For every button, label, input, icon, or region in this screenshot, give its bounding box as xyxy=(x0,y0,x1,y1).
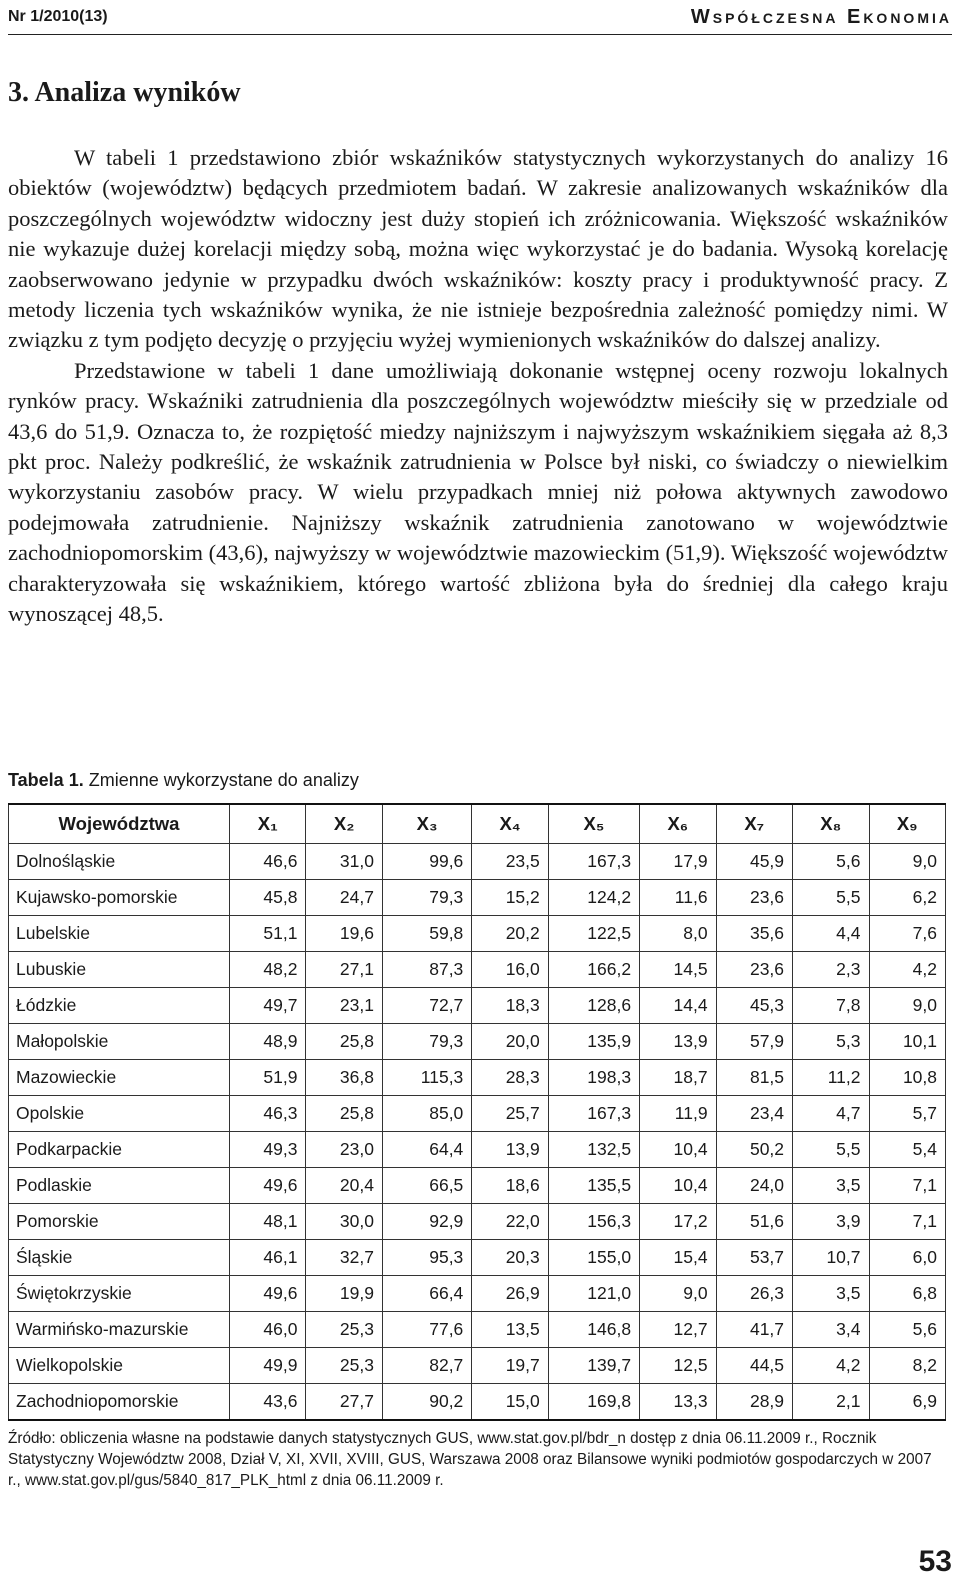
value-cell: 28,3 xyxy=(472,1060,548,1096)
value-cell: 132,5 xyxy=(548,1132,639,1168)
value-cell: 53,7 xyxy=(716,1240,792,1276)
value-cell: 23,6 xyxy=(716,952,792,988)
region-name-cell: Podlaskie xyxy=(9,1168,230,1204)
table-body xyxy=(9,844,946,1421)
value-cell: 15,4 xyxy=(640,1240,716,1276)
value-cell: 19,7 xyxy=(472,1348,548,1384)
region-name-cell: Opolskie xyxy=(9,1096,230,1132)
value-cell: 13,9 xyxy=(472,1132,548,1168)
value-cell: 3,9 xyxy=(793,1204,869,1240)
value-cell: 24,0 xyxy=(716,1168,792,1204)
value-cell: 10,4 xyxy=(640,1168,716,1204)
value-cell: 3,4 xyxy=(793,1312,869,1348)
region-name-cell: Dolnośląskie xyxy=(9,844,230,880)
value-cell: 49,6 xyxy=(230,1276,306,1312)
value-cell: 10,8 xyxy=(869,1060,946,1096)
value-cell: 17,9 xyxy=(640,844,716,880)
table-row xyxy=(9,1240,946,1276)
value-cell: 81,5 xyxy=(716,1060,792,1096)
value-cell: 146,8 xyxy=(548,1312,639,1348)
page-number: 53 xyxy=(918,1545,952,1578)
region-name-cell: Świętokrzyskie xyxy=(9,1276,230,1312)
value-cell: 66,4 xyxy=(382,1276,471,1312)
value-cell: 72,7 xyxy=(382,988,471,1024)
value-cell: 48,2 xyxy=(230,952,306,988)
value-cell: 4,4 xyxy=(793,916,869,952)
value-cell: 115,3 xyxy=(382,1060,471,1096)
table-row xyxy=(9,916,946,952)
value-cell: 12,5 xyxy=(640,1348,716,1384)
value-cell: 9,0 xyxy=(869,844,946,880)
journal-title: Współczesna Ekonomia xyxy=(690,6,952,28)
value-cell: 23,6 xyxy=(716,880,792,916)
value-cell: 135,5 xyxy=(548,1168,639,1204)
region-name-cell: Pomorskie xyxy=(9,1204,230,1240)
value-cell: 24,7 xyxy=(306,880,382,916)
value-cell: 15,0 xyxy=(472,1384,548,1421)
value-cell: 2,1 xyxy=(793,1384,869,1421)
column-header-x2: X₂ xyxy=(306,804,382,844)
value-cell: 36,8 xyxy=(306,1060,382,1096)
column-header-x1: X₁ xyxy=(230,804,306,844)
value-cell: 3,5 xyxy=(793,1276,869,1312)
value-cell: 23,4 xyxy=(716,1096,792,1132)
value-cell: 169,8 xyxy=(548,1384,639,1421)
value-cell: 5,6 xyxy=(793,844,869,880)
value-cell: 11,6 xyxy=(640,880,716,916)
value-cell: 4,2 xyxy=(869,952,946,988)
table-row xyxy=(9,1132,946,1168)
value-cell: 50,2 xyxy=(716,1132,792,1168)
table-row xyxy=(9,1204,946,1240)
value-cell: 9,0 xyxy=(640,1276,716,1312)
table-caption-label: Tabela 1. xyxy=(8,770,84,790)
value-cell: 19,9 xyxy=(306,1276,382,1312)
value-cell: 167,3 xyxy=(548,844,639,880)
value-cell: 124,2 xyxy=(548,880,639,916)
value-cell: 45,3 xyxy=(716,988,792,1024)
value-cell: 28,9 xyxy=(716,1384,792,1421)
value-cell: 32,7 xyxy=(306,1240,382,1276)
table-row xyxy=(9,880,946,916)
value-cell: 31,0 xyxy=(306,844,382,880)
value-cell: 17,2 xyxy=(640,1204,716,1240)
value-cell: 156,3 xyxy=(548,1204,639,1240)
table-row xyxy=(9,844,946,880)
value-cell: 41,7 xyxy=(716,1312,792,1348)
value-cell: 8,2 xyxy=(869,1348,946,1384)
region-name-cell: Małopolskie xyxy=(9,1024,230,1060)
issue-number: Nr 1/2010(13) xyxy=(8,8,108,25)
value-cell: 122,5 xyxy=(548,916,639,952)
value-cell: 49,9 xyxy=(230,1348,306,1384)
value-cell: 27,7 xyxy=(306,1384,382,1421)
value-cell: 10,4 xyxy=(640,1132,716,1168)
value-cell: 45,8 xyxy=(230,880,306,916)
value-cell: 77,6 xyxy=(382,1312,471,1348)
value-cell: 20,3 xyxy=(472,1240,548,1276)
value-cell: 46,1 xyxy=(230,1240,306,1276)
value-cell: 198,3 xyxy=(548,1060,639,1096)
value-cell: 10,1 xyxy=(869,1024,946,1060)
table-source-note: Źródło: obliczenia własne na podstawie danych statystycznych GUS, www.stat.gov.pl/bdr_n dostęp z dnia 06.11.2009 r., Rocznik Statystyczny Województw 2008, Dział V, XI, XVII, XVIII, GUS, Warszawa 2008 oraz Bilansowe wyniki podmiotów gospodarczych w 2007 r., www.stat.gov.pl/gus/5840_817_PLK_html z dnia 06.11.2009 r. xyxy=(8,1430,932,1489)
table-row xyxy=(9,1060,946,1096)
table-row xyxy=(9,1276,946,1312)
value-cell: 7,1 xyxy=(869,1168,946,1204)
value-cell: 14,5 xyxy=(640,952,716,988)
data-table xyxy=(8,803,946,1421)
value-cell: 46,0 xyxy=(230,1312,306,1348)
value-cell: 92,9 xyxy=(382,1204,471,1240)
table-row xyxy=(9,1348,946,1384)
value-cell: 6,9 xyxy=(869,1384,946,1421)
value-cell: 85,0 xyxy=(382,1096,471,1132)
column-header-region: Województwa xyxy=(9,804,230,844)
value-cell: 25,3 xyxy=(306,1348,382,1384)
value-cell: 8,0 xyxy=(640,916,716,952)
value-cell: 26,9 xyxy=(472,1276,548,1312)
value-cell: 43,6 xyxy=(230,1384,306,1421)
table-caption xyxy=(8,770,359,791)
value-cell: 4,7 xyxy=(793,1096,869,1132)
region-name-cell: Zachodniopomorskie xyxy=(9,1384,230,1421)
value-cell: 3,5 xyxy=(793,1168,869,1204)
table-row xyxy=(9,1096,946,1132)
value-cell: 59,8 xyxy=(382,916,471,952)
region-name-cell: Śląskie xyxy=(9,1240,230,1276)
value-cell: 14,4 xyxy=(640,988,716,1024)
value-cell: 16,0 xyxy=(472,952,548,988)
region-name-cell: Łódzkie xyxy=(9,988,230,1024)
table-row xyxy=(9,1312,946,1348)
value-cell: 12,7 xyxy=(640,1312,716,1348)
region-name-cell: Lubelskie xyxy=(9,916,230,952)
value-cell: 5,4 xyxy=(869,1132,946,1168)
value-cell: 135,9 xyxy=(548,1024,639,1060)
region-name-cell: Lubuskie xyxy=(9,952,230,988)
value-cell: 20,2 xyxy=(472,916,548,952)
table-row xyxy=(9,952,946,988)
value-cell: 48,1 xyxy=(230,1204,306,1240)
value-cell: 79,3 xyxy=(382,1024,471,1060)
value-cell: 25,8 xyxy=(306,1024,382,1060)
value-cell: 23,0 xyxy=(306,1132,382,1168)
value-cell: 27,1 xyxy=(306,952,382,988)
value-cell: 7,8 xyxy=(793,988,869,1024)
value-cell: 128,6 xyxy=(548,988,639,1024)
value-cell: 46,3 xyxy=(230,1096,306,1132)
value-cell: 19,6 xyxy=(306,916,382,952)
value-cell: 11,2 xyxy=(793,1060,869,1096)
value-cell: 51,6 xyxy=(716,1204,792,1240)
value-cell: 7,1 xyxy=(869,1204,946,1240)
value-cell: 18,6 xyxy=(472,1168,548,1204)
value-cell: 25,7 xyxy=(472,1096,548,1132)
table-header-row xyxy=(9,804,946,844)
value-cell: 57,9 xyxy=(716,1024,792,1060)
value-cell: 6,2 xyxy=(869,880,946,916)
value-cell: 95,3 xyxy=(382,1240,471,1276)
paragraph: Przedstawione w tabeli 1 dane umożliwiają dokonanie wstępnej oceny rozwoju lokalnych rynków pracy. Wskaźniki zatrudnienia dla poszczególnych województw mieściły się w przedziale od 43,6 do 51,9. Oznacza to, że rozpiętość miedzy najniższym i najwyższym wskaźnikiem sięgała aż 8,3 pkt proc. Należy podkreślić, że wskaźnik zatrudnienia w Polsce był niski, co świadczy o niewielkim wykorzystaniu zasobów pracy. W wielu przypadkach mniej niż połowa aktywnych zawodowo podejmowała zatrudnienie. Najniższy wskaźnik zatrudnienia zanotowano w województwie zachodniopomorskim (43,6), najwyższy w województwie mazowieckim (51,9). Większość województw charakteryzowała się wskaźnikiem, którego wartość zbliżona była do średniej dla całego kraju wynoszącej 48,5. xyxy=(8,357,948,627)
column-header-x6: X₆ xyxy=(640,804,716,844)
value-cell: 25,8 xyxy=(306,1096,382,1132)
region-name-cell: Warmińsko-mazurskie xyxy=(9,1312,230,1348)
value-cell: 6,0 xyxy=(869,1240,946,1276)
value-cell: 20,4 xyxy=(306,1168,382,1204)
value-cell: 167,3 xyxy=(548,1096,639,1132)
column-header-x3: X₃ xyxy=(382,804,471,844)
column-header-x9: X₉ xyxy=(869,804,946,844)
running-header xyxy=(8,2,952,35)
value-cell: 23,5 xyxy=(472,844,548,880)
value-cell: 51,9 xyxy=(230,1060,306,1096)
value-cell: 44,5 xyxy=(716,1348,792,1384)
value-cell: 51,1 xyxy=(230,916,306,952)
value-cell: 64,4 xyxy=(382,1132,471,1168)
table-row xyxy=(9,1384,946,1421)
value-cell: 9,0 xyxy=(869,988,946,1024)
region-name-cell: Kujawsko-pomorskie xyxy=(9,880,230,916)
value-cell: 23,1 xyxy=(306,988,382,1024)
value-cell: 82,7 xyxy=(382,1348,471,1384)
column-header-x7: X₇ xyxy=(716,804,792,844)
column-header-x4: X₄ xyxy=(472,804,548,844)
value-cell: 5,3 xyxy=(793,1024,869,1060)
value-cell: 139,7 xyxy=(548,1348,639,1384)
column-header-x5: X₅ xyxy=(548,804,639,844)
table-row xyxy=(9,988,946,1024)
value-cell: 35,6 xyxy=(716,916,792,952)
value-cell: 99,6 xyxy=(382,844,471,880)
value-cell: 13,5 xyxy=(472,1312,548,1348)
value-cell: 20,0 xyxy=(472,1024,548,1060)
value-cell: 5,5 xyxy=(793,880,869,916)
region-name-cell: Podkarpackie xyxy=(9,1132,230,1168)
value-cell: 22,0 xyxy=(472,1204,548,1240)
table-row xyxy=(9,1168,946,1204)
value-cell: 5,7 xyxy=(869,1096,946,1132)
table-row xyxy=(9,1024,946,1060)
value-cell: 7,6 xyxy=(869,916,946,952)
value-cell: 30,0 xyxy=(306,1204,382,1240)
value-cell: 49,3 xyxy=(230,1132,306,1168)
value-cell: 121,0 xyxy=(548,1276,639,1312)
value-cell: 2,3 xyxy=(793,952,869,988)
value-cell: 25,3 xyxy=(306,1312,382,1348)
value-cell: 11,9 xyxy=(640,1096,716,1132)
value-cell: 6,8 xyxy=(869,1276,946,1312)
body-text xyxy=(8,143,948,630)
value-cell: 49,7 xyxy=(230,988,306,1024)
value-cell: 46,6 xyxy=(230,844,306,880)
value-cell: 5,5 xyxy=(793,1132,869,1168)
table-caption-text: Zmienne wykorzystane do analizy xyxy=(88,770,359,790)
value-cell: 45,9 xyxy=(716,844,792,880)
section-title: 3. Analiza wyników xyxy=(8,77,241,108)
value-cell: 90,2 xyxy=(382,1384,471,1421)
value-cell: 166,2 xyxy=(548,952,639,988)
value-cell: 87,3 xyxy=(382,952,471,988)
value-cell: 48,9 xyxy=(230,1024,306,1060)
value-cell: 18,7 xyxy=(640,1060,716,1096)
paragraph: W tabeli 1 przedstawiono zbiór wskaźników statystycznych wykorzystanych do analizy 16 obiektów (województw) będących przedmiotem badań. W zakresie analizowanych wskaźników dla poszczególnych województw widoczny jest duży stopień ich zróżnicowania. Większość wskaźników nie wykazuje dużej korelacji między sobą, można więc wykorzystać je do badania. Wysoką korelację zaobserwowano jedynie w przypadku dwóch wskaźników: koszty pracy i produktywność pracy. Z metody liczenia tych wskaźników wynika, że nie istnieje bezpośrednia zależność pomiędzy nimi. W związku z tym podjęto decyzję o przyjęciu wyżej wymienionych wskaźników do dalszej analizy. xyxy=(8,145,948,353)
value-cell: 15,2 xyxy=(472,880,548,916)
value-cell: 4,2 xyxy=(793,1348,869,1384)
value-cell: 10,7 xyxy=(793,1240,869,1276)
column-header-x8: X₈ xyxy=(793,804,869,844)
value-cell: 18,3 xyxy=(472,988,548,1024)
value-cell: 13,9 xyxy=(640,1024,716,1060)
value-cell: 26,3 xyxy=(716,1276,792,1312)
value-cell: 49,6 xyxy=(230,1168,306,1204)
value-cell: 155,0 xyxy=(548,1240,639,1276)
value-cell: 13,3 xyxy=(640,1384,716,1421)
value-cell: 5,6 xyxy=(869,1312,946,1348)
value-cell: 66,5 xyxy=(382,1168,471,1204)
region-name-cell: Mazowieckie xyxy=(9,1060,230,1096)
region-name-cell: Wielkopolskie xyxy=(9,1348,230,1384)
value-cell: 79,3 xyxy=(382,880,471,916)
